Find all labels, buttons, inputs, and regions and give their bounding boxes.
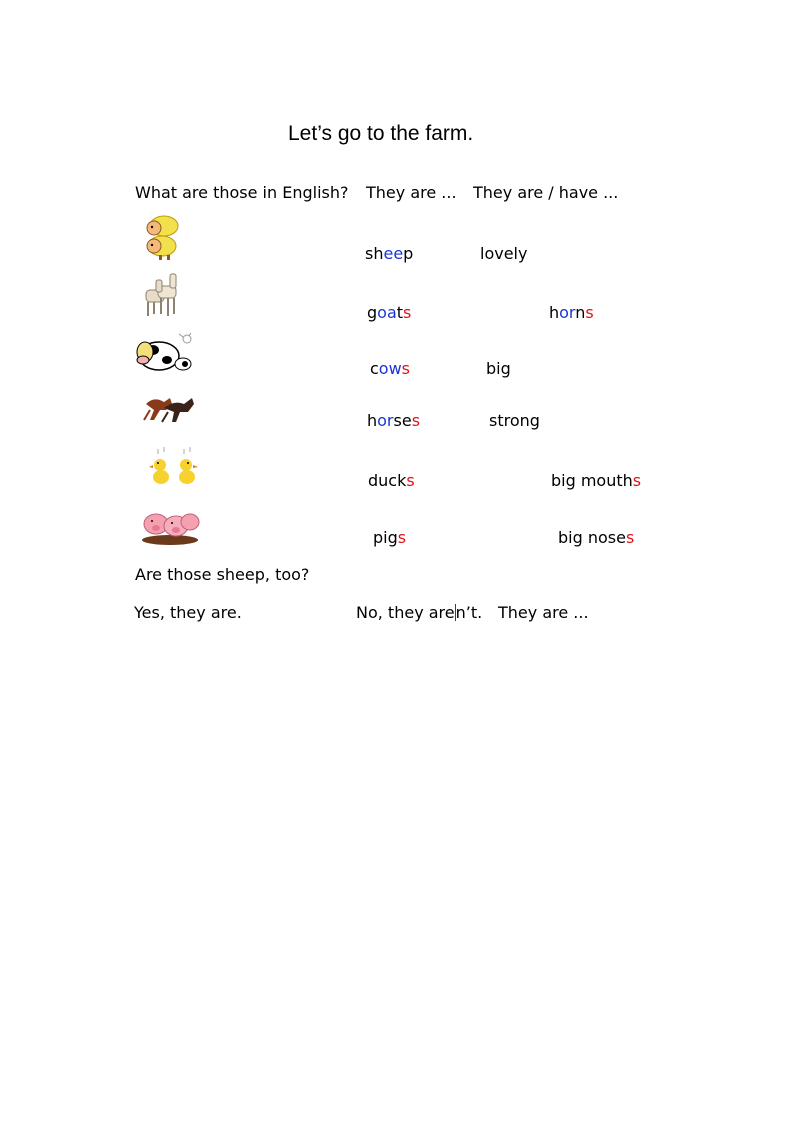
answer-no[interactable] — [356, 603, 482, 622]
word-segment: se — [393, 411, 412, 430]
desc-segment: h — [549, 303, 560, 322]
goats-icon — [140, 268, 182, 318]
header-question: What are those in English? — [135, 183, 349, 202]
page-title: Let’s go to the farm. — [288, 122, 474, 145]
desc-segment: big — [486, 359, 511, 378]
word-goats — [367, 303, 411, 322]
horses-icon — [140, 390, 198, 426]
desc-segment: n — [575, 303, 586, 322]
desc-segment: or — [559, 303, 576, 322]
word-segment: duck — [368, 471, 407, 490]
word-ducks — [368, 471, 415, 490]
word-segment: ee — [383, 244, 404, 263]
answer-no-text-end: n’t. — [455, 603, 483, 622]
word-segment: sh — [365, 244, 384, 263]
header-they-are-have: They are / have ... — [473, 183, 619, 202]
desc-segment: big nose — [558, 528, 626, 547]
desc-big-mouths — [551, 471, 641, 490]
word-segment: ow — [378, 359, 402, 378]
desc-big — [486, 359, 511, 378]
desc-lovely — [480, 244, 527, 263]
word-horses — [367, 411, 420, 430]
desc-segment: s — [585, 303, 594, 322]
desc-segment: big mouth — [551, 471, 633, 490]
word-segment: t — [396, 303, 404, 322]
word-sheep — [365, 244, 413, 263]
answer-yes: Yes, they are. — [134, 603, 242, 622]
word-segment: s — [403, 303, 412, 322]
word-segment: g — [367, 303, 378, 322]
word-segment: pig — [373, 528, 398, 547]
word-segment: h — [367, 411, 378, 430]
word-segment: c — [370, 359, 379, 378]
desc-big-noses — [558, 528, 634, 547]
word-pigs — [373, 528, 406, 547]
answer-they-are: They are ... — [498, 603, 589, 622]
pigs-icon — [140, 502, 202, 546]
word-segment: or — [377, 411, 394, 430]
word-segment: p — [403, 244, 414, 263]
desc-segment: strong — [489, 411, 540, 430]
word-segment: s — [401, 359, 411, 378]
word-segment: s — [406, 471, 415, 490]
sheep-icon — [132, 212, 182, 262]
word-segment: oa — [377, 303, 397, 322]
word-segment: s — [411, 411, 421, 430]
cow-icon — [133, 330, 199, 376]
ducks-icon — [148, 445, 200, 489]
header-they-are: They are ... — [366, 183, 457, 202]
question-sheep-too: Are those sheep, too? — [135, 565, 310, 584]
answer-no-text: No, they are — [356, 603, 455, 622]
desc-segment: s — [625, 528, 635, 547]
word-cows — [370, 359, 410, 378]
desc-segment: s — [632, 471, 642, 490]
desc-horns — [549, 303, 594, 322]
desc-strong — [489, 411, 540, 430]
word-segment: s — [397, 528, 407, 547]
desc-segment: lovely — [480, 244, 528, 263]
